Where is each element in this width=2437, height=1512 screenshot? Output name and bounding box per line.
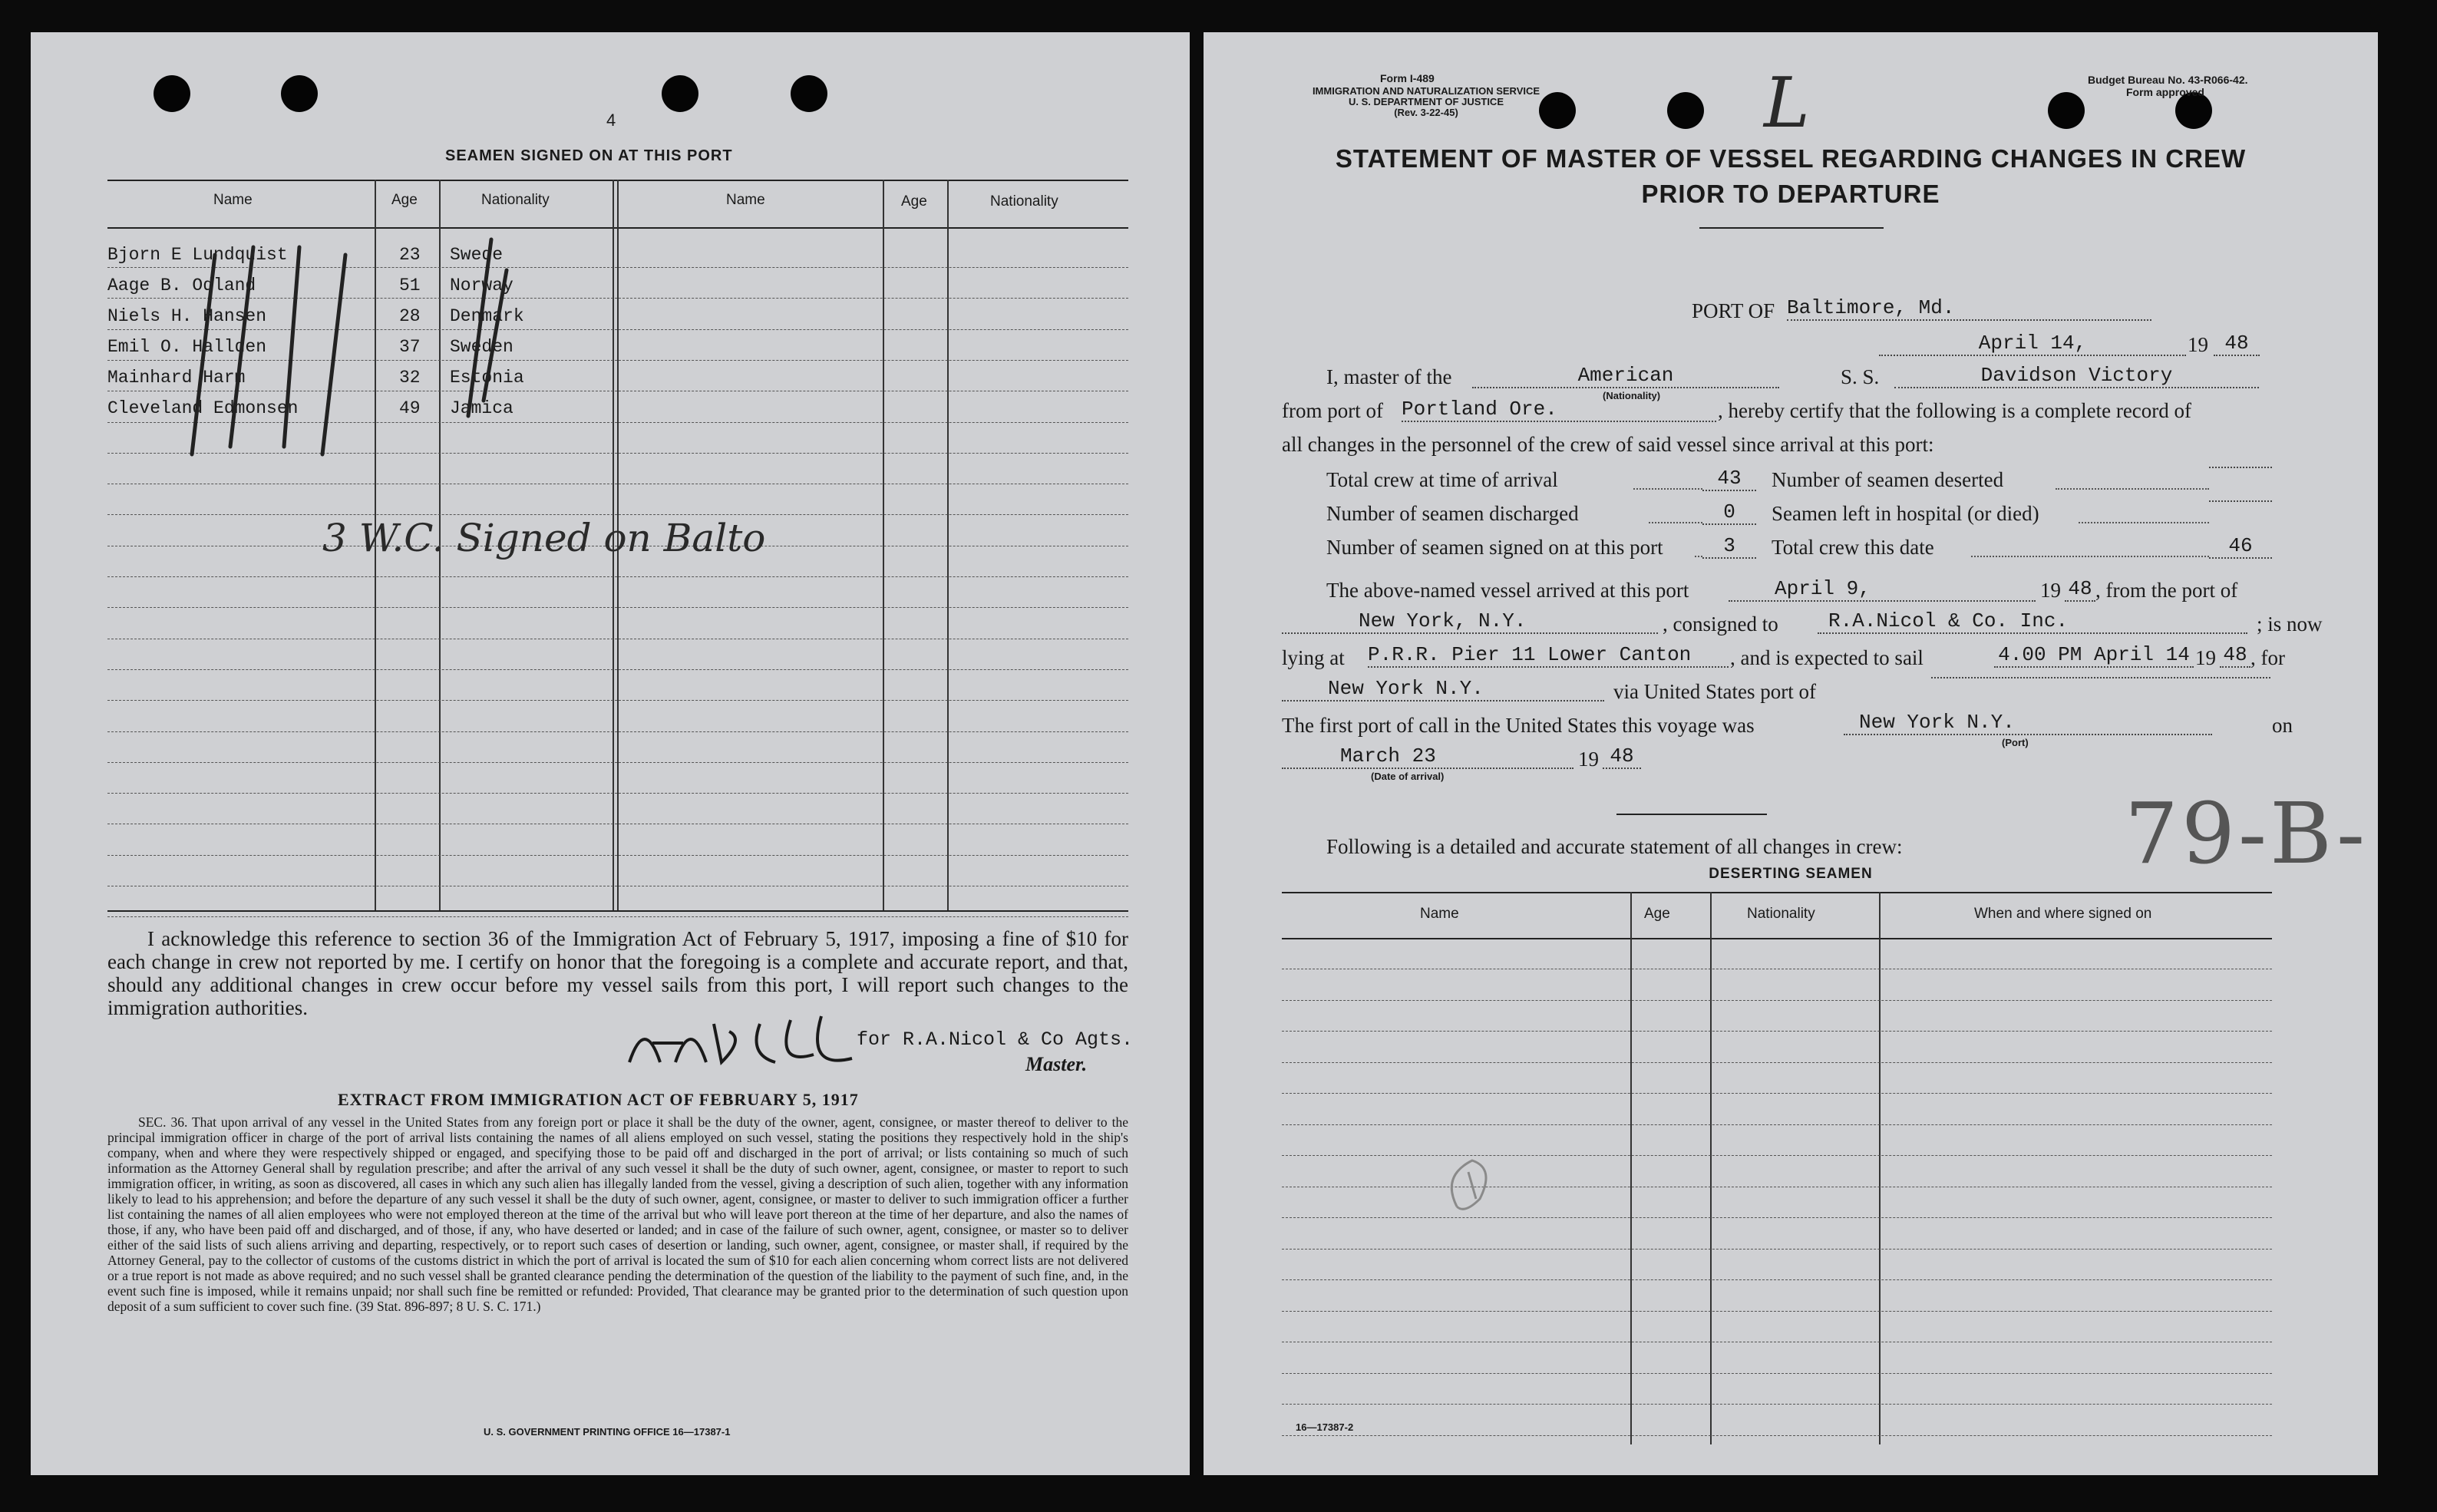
col-header-age: Age xyxy=(391,192,418,208)
port-of-label: PORT OF xyxy=(1692,299,1775,322)
deserting-row-rule xyxy=(1282,1279,2272,1280)
master-signature xyxy=(614,1009,860,1078)
discharged-field: 0 xyxy=(1702,500,1756,525)
col-header-age-2: Age xyxy=(901,193,927,210)
deserting-row-rule xyxy=(1282,1311,2272,1312)
first-port-field: New York N.Y. xyxy=(1844,711,2212,735)
form-approved: Form approved xyxy=(2126,86,2204,98)
section-title: SEAMEN SIGNED ON AT THIS PORT xyxy=(445,147,733,164)
seaman-nationality: Jamica xyxy=(450,398,513,418)
seaman-name: Cleveland Edmonsen xyxy=(107,398,299,418)
punch-hole xyxy=(1667,92,1704,129)
deserting-table-header-rule xyxy=(1282,938,2272,939)
punch-hole xyxy=(154,75,190,112)
table-row-rule xyxy=(107,576,1128,577)
deserting-row-rule xyxy=(1282,1373,2272,1374)
agent-line: for R.A.Nicol & Co Agts. xyxy=(857,1028,1134,1051)
table-row-rule xyxy=(107,731,1128,732)
from-port-field: Portland Ore. xyxy=(1402,398,1716,422)
first-port-year-field: 48 xyxy=(1603,744,1641,769)
right-page: Form I-489 IMMIGRATION AND NATURALIZATION SERVICE U. S. DEPARTMENT OF JUSTICE (Rev. 3-22-45) L Budget Bureau No. 43-R066-42. Form approved STATEMENT OF MASTER OF VESSEL REGARDING CHANGES IN CREW PRIOR TO DEPARTURE PORT OF Baltimore, Md. April 14, 19 48 I, master of the American (Nationality) S. S. Davidson Victory from port of Portland Ore. , hereby certify that the following is a complete record of all changes in the personnel of the crew of said vessel since arrival at this port: Total crew at time of arrival 43 Number of seamen discharged 0 Number of seamen signed on at this port 3 Number of seamen deserted Seamen left in hospital (or died) Total crew this date 46 The above-named vessel arrived at this port April 9, 19 48 , from the port of New York, N.Y. , consigned to R.A.Nicol & Co. Inc. ; is now lying at P.R.R. Pier 11 Lower Canton , and is expected to sail 4.00 PM April 14 19 48 , for New York N.Y. via United States port of The first port of call in the United States this voyage was New York N.Y. (Port) on March 23 19 48 (Date of arrival) 79-B- Following is a detailed and accurate statement of all changes in crew: DESERTING SEAMEN Name Age Nationality When and where signed on 16—17387-2 xyxy=(1204,32,2378,1475)
desert-col-signed-on: When and where signed on xyxy=(1974,906,2152,922)
punch-hole xyxy=(281,75,318,112)
col-header-nationality: Nationality xyxy=(481,192,550,208)
punch-hole xyxy=(662,75,698,112)
total-crew-date-field: 46 xyxy=(2209,534,2272,559)
consignee-field: R.A.Nicol & Co. Inc. xyxy=(1818,609,2247,634)
via-field xyxy=(1931,677,2270,678)
deserting-row-rule xyxy=(1282,1000,2272,1001)
deserting-row-rule xyxy=(1282,1031,2272,1032)
table-row-rule xyxy=(107,700,1128,701)
table-row-rule xyxy=(107,669,1128,670)
sail-time-field: 4.00 PM April 14 xyxy=(1994,643,2194,668)
extract-text: SEC. 36. That upon arrival of any vessel in the United States from any foreign port or place it shall be the duty of the owner, agent, consignee, or master thereof to deliver to the principal immigration officer in charge of the port of arrival lists containing the names of all aliens employed on such vessel, stating the positions they respectively hold in the ship's company, when and where they were respectively shipped or engaged, and specifying those to be paid off and discharged in the port of arrival; or lists containing so much of such information as the Attorney General shall by regulation prescribe; and after the arrival of any such vessel it shall be the duty of such owner, agent, consignee, or master to report to such immigration officer, in writing, as soon as discovered, all cases in which any such alien has illegally landed from the vessel, giving a description of such alien, together with any information likely to lead to his apprehension; and before the departure of any such vessel it shall be the duty of such owner, agent, consignee, or master to deliver to such immigration officer a further list containing the names of all alien employees who were not employed thereon at the time of the arrival but who will leave port thereon at the time of her departure, and also the names of those, if any, who have been paid off and discharged, and of those, if any, who have deserted or landed; and in case of the failure of such owner, agent, consignee, or master so to deliver either of the said lists of such aliens arriving and departing, respectively, or to report such cases of desertion or landing, such owner, agent, consignee, or master shall, if required by the Attorney General, pay to the collector of customs of the customs district in which the port of arrival is located the sum of $10 for each alien concerning whom correct lists are not delivered or a true report is not made as above required; and no such vessel shall be granted clearance pending the determination of the question of the liability to the payment of such fine, and, in the event such fine is imposed, while it remains unpaid; nor shall such fine be remitted or refunded: Provided, That clearance may be granted prior to the determination of such question upon deposit of a sum sufficient to cover such fine. (39 Stat. 896-897; 8 U. S. C. 171.) xyxy=(107,1114,1128,1314)
corner-mark: L xyxy=(1764,63,1810,144)
table-row-rule xyxy=(107,607,1128,608)
deserting-row-rule xyxy=(1282,1217,2272,1218)
signed-on-field: 3 xyxy=(1702,534,1756,559)
lying-at-field: P.R.R. Pier 11 Lower Canton xyxy=(1368,643,1729,668)
nationality-field: American xyxy=(1472,364,1779,388)
page-number: 4 xyxy=(606,111,616,130)
first-port-date-field: March 23 xyxy=(1282,744,1573,769)
deserting-row-rule xyxy=(1282,1062,2272,1063)
destination-field: New York N.Y. xyxy=(1282,677,1604,702)
deserting-row-rule xyxy=(1282,1124,2272,1125)
arrived-date-field: April 9, xyxy=(1729,577,2036,602)
agency-block: IMMIGRATION AND NATURALIZATION SERVICE U. S. DEPARTMENT OF JUSTICE (Rev. 3-22-45) xyxy=(1312,85,1540,118)
seaman-name: Aage B. Odland xyxy=(107,276,256,295)
deserting-row-rule xyxy=(1282,1249,2272,1250)
seaman-nationality: Sweden xyxy=(450,337,513,357)
seaman-nationality: Estonia xyxy=(450,368,524,388)
faint-stamp xyxy=(1434,1145,1511,1222)
extract-title: EXTRACT FROM IMMIGRATION ACT OF FEBRUARY 5, 1917 xyxy=(338,1090,859,1109)
desert-col-nationality: Nationality xyxy=(1747,906,1815,922)
deserted-field xyxy=(2209,467,2272,468)
hospital-field xyxy=(2209,500,2272,502)
desert-col-age: Age xyxy=(1644,906,1670,922)
arrived-from-field: New York, N.Y. xyxy=(1282,609,1658,634)
seaman-nationality: Norway xyxy=(450,276,513,295)
handwritten-mark: 79-B- xyxy=(2125,784,2369,883)
col-header-name-2: Name xyxy=(726,192,765,208)
acknowledgement-text: I acknowledge this reference to section 36 of the Immigration Act of February 5, 1917, imposing a fine of $10 for each change in crew not reported by me. I certify on honor that the foregoing is a complete and accurate report, and that, should any additional changes in crew occur before my vessel sails from this port, I will report such changes to the immigration authorities. xyxy=(107,927,1128,1019)
seaman-nationality: Swede xyxy=(450,245,504,265)
total-crew-arrival-field: 43 xyxy=(1702,467,1756,491)
deserting-row-rule xyxy=(1282,1435,2272,1436)
form-title-line2: PRIOR TO DEPARTURE xyxy=(1641,180,1940,208)
deserting-row-rule xyxy=(1282,1155,2272,1156)
seaman-name: Mainhard Harm xyxy=(107,368,246,388)
seaman-age: 37 xyxy=(399,337,421,357)
budget-bureau: Budget Bureau No. 43-R066-42. xyxy=(2088,74,2248,86)
signature-role: Master. xyxy=(1025,1053,1088,1075)
handwritten-note: 3 W.C. Signed on Balto xyxy=(322,516,766,560)
printing-code: 16—17387-2 xyxy=(1296,1421,1354,1433)
deserting-title: DESERTING SEAMEN xyxy=(1709,866,1873,882)
seaman-age: 49 xyxy=(399,398,421,418)
deserting-row-rule xyxy=(1282,1404,2272,1405)
seaman-age: 32 xyxy=(399,368,421,388)
seaman-age: 23 xyxy=(399,245,421,265)
punch-hole xyxy=(791,75,827,112)
deserting-table-top xyxy=(1282,892,2272,893)
punch-hole xyxy=(2048,92,2085,129)
table-row-rule xyxy=(107,916,1128,917)
seaman-name: Emil O. Hallden xyxy=(107,337,267,357)
table-row-rule xyxy=(107,793,1128,794)
desert-col-name: Name xyxy=(1420,906,1459,922)
seaman-age: 51 xyxy=(399,276,421,295)
col-header-name: Name xyxy=(213,192,253,208)
date-field: April 14, xyxy=(1879,332,2186,356)
table-row-rule xyxy=(107,762,1128,763)
col-header-nationality-2: Nationality xyxy=(990,193,1058,210)
left-page xyxy=(31,32,1190,1475)
ship-field: Davidson Victory xyxy=(1894,364,2259,388)
seaman-nationality: Denmark xyxy=(450,306,524,326)
table-row-rule xyxy=(107,855,1128,856)
sail-year-field: 48 xyxy=(2220,643,2250,668)
form-title-line1: STATEMENT OF MASTER OF VESSEL REGARDING CHANGES IN CREW xyxy=(1335,144,2247,173)
port-of-field: Baltimore, Md. xyxy=(1787,296,2151,321)
printing-office: U. S. GOVERNMENT PRINTING OFFICE 16—17387-1 xyxy=(484,1426,731,1438)
table-bottom-rule xyxy=(107,910,1128,912)
handwritten-tally-marks xyxy=(146,224,545,470)
year-field: 48 xyxy=(2214,332,2260,356)
seaman-age: 28 xyxy=(399,306,421,326)
seaman-name: Bjorn E Lundquist xyxy=(107,245,288,265)
deserting-row-rule xyxy=(1282,1093,2272,1094)
form-number: Form I-489 xyxy=(1380,72,1435,84)
seaman-name: Niels H. Hansen xyxy=(107,306,267,326)
arrived-year-field: 48 xyxy=(2065,577,2095,602)
